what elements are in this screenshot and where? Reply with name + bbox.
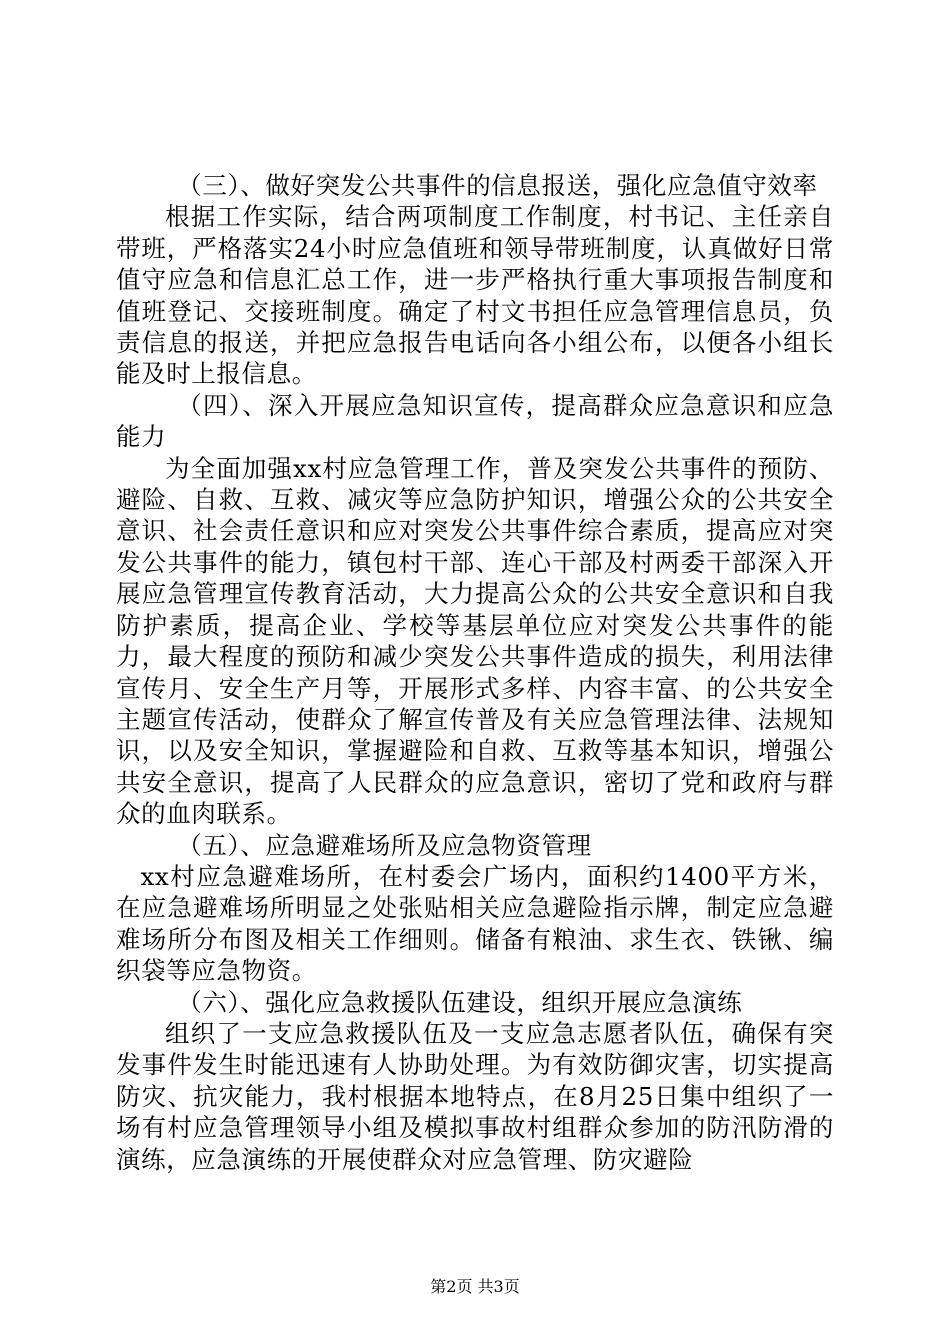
body-paragraph-4: 为全面加强xx村应急管理工作，普及突发公共事件的预防、避险、自救、互救、减灾等应急防护知识，增强公众的公共安全意识、社会责任意识和应对突发公共事件综合素质，提高应对突发公共事件的能力，镇包村干部、连心干部及村两委干部深入开展应急管理宣传教育活动，大力提高公众的公共安全意识和自我防护素质，提高企业、学校等基层单位应对突发公共事件的能力，最大程度的预防和减少突发公共事件造成的损失，利用法律宣传月、安全生产月等，开展形式多样、内容丰富、的公共安全主题宣传活动，使群众了解宣传普及有关应急管理法律、法规知识，以及安全知识，掌握避险和自救、互救等基本知识，增强公共安全意识，提高了人民群众的应急意识，密切了党和政府与群众的血肉联系。 <box>116 453 834 829</box>
section-heading-3: （三）、做好突发公共事件的信息报送，强化应急值守效率 <box>177 171 818 200</box>
document-body <box>116 170 834 1175</box>
section-heading-5: （五）、应急避难场所及应急物资管理 <box>177 830 592 860</box>
body-paragraph-3: 根据工作实际，结合两项制度工作制度，村书记、主任亲自带班，严格落实24小时应急值班和领导带班制度，认真做好日常值守应急和信息汇总工作，进一步严格执行重大事项报告制度和值班登记、交接班制度。确定了村文书担任应急管理信息员，负责信息的报送，并把应急报告电话向各小组公布，以便各小组长能及时上报信息。 <box>116 202 834 389</box>
page-footer: 第2页 共3页 <box>430 1277 520 1296</box>
section-heading-4: （四）、深入开展应急知识宣传，提高群众应急意识和应急能力 <box>116 390 834 452</box>
body-paragraph-6: 组织了一支应急救援队伍及一支应急志愿者队伍，确保有突发事件发生时能迅速有人协助处理。为有效防御灾害，切实提高防灾、抗灾能力，我村根据本地特点，在8月25日集中组织了一场有村应急管理领导小组及模拟事故村组群众参加的防汛防滑的演练，应急演练的开展使群众对应急管理、防灾避险 <box>116 1018 834 1174</box>
section-heading-6: （六）、强化应急救援队伍建设，组织开展应急演练 <box>177 987 743 1017</box>
body-paragraph-5: xx村应急避难场所，在村委会广场内，面积约1400平方米，在应急避难场所明显之处张贴相关应急避险指示牌，制定应急避难场所分布图及相关工作细则。储备有粮油、求生衣、铁锹、编织袋等应急物资。 <box>116 861 834 986</box>
